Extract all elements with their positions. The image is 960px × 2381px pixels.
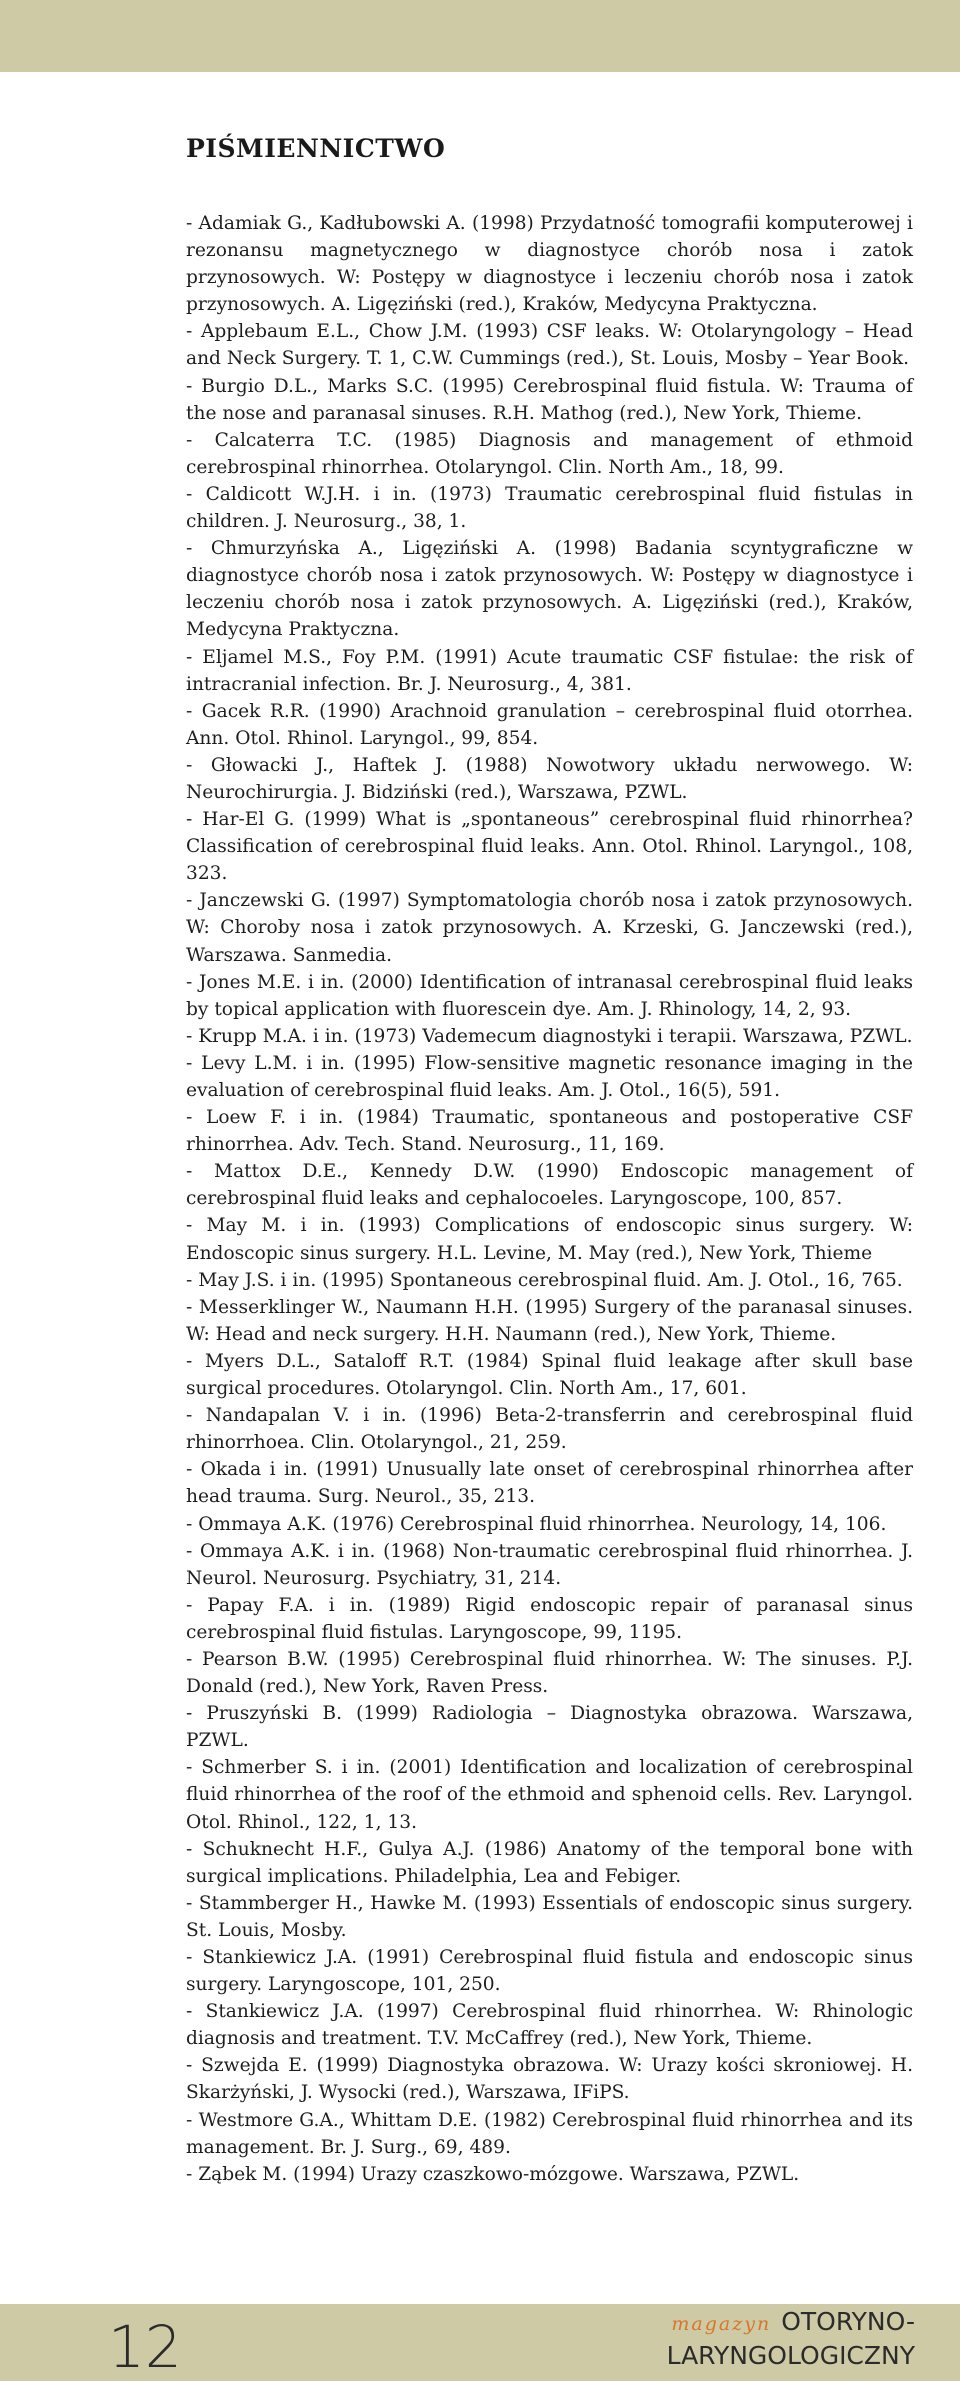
reference-item: - Loew F. i in. (1984) Traumatic, spontaneous and postoperative CSF rhinorrhea. Adv. Tech. Stand. Neurosurg., 11, 169.: [186, 1107, 913, 1156]
brand-line-2: LARYNGOLOGICZNY: [666, 2341, 915, 2370]
reference-item: - Calcaterra T.C. (1985) Diagnosis and management of ethmoid cerebrospinal rhinorrhea. Otolaryngol. Clin. North Am., 18, 99.: [186, 429, 913, 478]
reference-item: - Adamiak G., Kadłubowski A. (1998) Przydatność tomografii komputerowej i rezonansu magnetycznego w diagnostyce chorób nosa i zatok przynosowych. W: Postępy w diagnostyce i leczeniu chorób nosa i zatok przynosowych. A. Ligęziński (red.), Kraków, Medycyna Praktyczna.: [186, 213, 913, 316]
reference-item: - May M. i in. (1993) Complications of endoscopic sinus surgery. W: Endoscopic sinus surgery. H.L. Levine, M. May (red.), New York, Thieme: [186, 1215, 913, 1264]
reference-item: - Szwejda E. (1999) Diagnostyka obrazowa. W: Urazy kości skroniowej. H. Skarżyński, J. Wysocki (red.), Warszawa, IFiPS.: [186, 2055, 913, 2104]
top-color-band: [0, 0, 960, 72]
reference-item: - Eljamel M.S., Foy P.M. (1991) Acute traumatic CSF fistulae: the risk of intracranial infection. Br. J. Neurosurg., 4, 381.: [186, 646, 913, 695]
reference-list: [186, 210, 913, 2188]
reference-item: - Har-El G. (1999) What is „spontaneous” cerebrospinal fluid rhinorrhea? Classification of cerebrospinal fluid leaks. Ann. Otol. Rhinol. Laryngol., 108, 323.: [186, 809, 913, 885]
page-number: 12: [108, 2313, 182, 2381]
journal-brand: [667, 2306, 915, 2372]
reference-item: - Ommaya A.K. i in. (1968) Non-traumatic cerebrospinal fluid rhinorrhea. J. Neurol. Neurosurg. Psychiatry, 31, 214.: [186, 1540, 913, 1589]
brand-line-1: [667, 2306, 915, 2340]
reference-item: - Janczewski G. (1997) Symptomatologia chorób nosa i zatok przynosowych. W: Choroby nosa i zatok przynosowych. A. Krzeski, G. Janczewski (red.), Warszawa. Sanmedia.: [186, 890, 913, 966]
reference-item: - Papay F.A. i in. (1989) Rigid endoscopic repair of paranasal sinus cerebrospinal fluid fistulas. Laryngoscope, 99, 1195.: [186, 1594, 913, 1643]
brand-otoryno: OTORYNO-: [781, 2307, 915, 2336]
reference-item: - Schmerber S. i in. (2001) Identification and localization of cerebrospinal fluid rhinorrhea of the roof of the ethmoid and sphenoid cells. Rev. Laryngol. Otol. Rhinol., 122, 1, 13.: [186, 1757, 913, 1833]
reference-item: - Mattox D.E., Kennedy D.W. (1990) Endoscopic management of cerebrospinal fluid leaks and cephalocoeles. Laryngoscope, 100, 857.: [186, 1161, 913, 1210]
reference-item: - Ząbek M. (1994) Urazy czaszkowo-mózgowe. Warszawa, PZWL.: [186, 2163, 800, 2185]
reference-item: - Jones M.E. i in. (2000) Identification of intranasal cerebrospinal fluid leaks by topical application with fluorescein dye. Am. J. Rhinology, 14, 2, 93.: [186, 971, 913, 1020]
reference-item: - Okada i in. (1991) Unusually late onset of cerebrospinal rhinorrhea after head trauma. Surg. Neurol., 35, 213.: [186, 1459, 913, 1508]
reference-item: - Messerklinger W., Naumann H.H. (1995) Surgery of the paranasal sinuses. W: Head and neck surgery. H.H. Naumann (red.), New York, Thieme.: [186, 1296, 913, 1345]
reference-item: - Burgio D.L., Marks S.C. (1995) Cerebrospinal fluid fistula. W: Trauma of the nose and paranasal sinuses. R.H. Mathog (red.), New York, Thieme.: [186, 375, 913, 424]
reference-item: - Myers D.L., Sataloff R.T. (1984) Spinal fluid leakage after skull base surgical procedures. Otolaryngol. Clin. North Am., 17, 601.: [186, 1350, 913, 1400]
reference-item: - May J.S. i in. (1995) Spontaneous cerebrospinal fluid. Am. J. Otol., 16, 765.: [186, 1269, 903, 1291]
reference-item: - Applebaum E.L., Chow J.M. (1993) CSF leaks. W: Otolaryngology – Head and Neck Surgery. T. 1, C.W. Cummings (red.), St. Louis, Mosby – Year Book.: [186, 321, 913, 370]
brand-magazyn-word: magazyn: [671, 2313, 772, 2335]
reference-item: - Chmurzyńska A., Ligęziński A. (1998) Badania scyntygraficzne w diagnostyce chorób nosa i zatok przynosowych. W: Postępy w diagnostyce i leczeniu chorób nosa i zatok przynosowych. A. Ligęziński (red.), Kraków, Medycyna Praktyczna.: [186, 538, 913, 641]
reference-item: - Stammberger H., Hawke M. (1993) Essentials of endoscopic sinus surgery. St. Louis, Mosby.: [186, 1892, 913, 1941]
reference-item: - Krupp M.A. i in. (1973) Vademecum diagnostyki i terapii. Warszawa, PZWL.: [186, 1025, 913, 1047]
reference-item: - Caldicott W.J.H. i in. (1973) Traumatic cerebrospinal fluid fistulas in children. J. Neurosurg., 38, 1.: [186, 483, 913, 533]
reference-item: - Stankiewicz J.A. (1991) Cerebrospinal fluid fistula and endoscopic sinus surgery. Laryngoscope, 101, 250.: [186, 1947, 913, 1996]
reference-item: - Westmore G.A., Whittam D.E. (1982) Cerebrospinal fluid rhinorrhea and its management. Br. J. Surg., 69, 489.: [186, 2109, 913, 2158]
reference-item: - Głowacki J., Haftek J. (1988) Nowotwory układu nerwowego. W: Neurochirurgia. J. Bidziński (red.), Warszawa, PZWL.: [186, 754, 913, 803]
page-heading: PIŚMIENNICTWO: [186, 134, 446, 163]
reference-item: - Schuknecht H.F., Gulya A.J. (1986) Anatomy of the temporal bone with surgical implications. Philadelphia, Lea and Febiger.: [186, 1838, 913, 1887]
reference-item: - Pearson B.W. (1995) Cerebrospinal fluid rhinorrhea. W: The sinuses. P.J. Donald (red.), New York, Raven Press.: [186, 1648, 913, 1698]
reference-item: - Ommaya A.K. (1976) Cerebrospinal fluid rhinorrhea. Neurology, 14, 106.: [186, 1513, 887, 1535]
reference-item: - Levy L.M. i in. (1995) Flow-sensitive magnetic resonance imaging in the evaluation of cerebrospinal fluid leaks. Am. J. Otol., 16(5), 591.: [186, 1052, 913, 1101]
reference-item: - Stankiewicz J.A. (1997) Cerebrospinal fluid rhinorrhea. W: Rhinologic diagnosis and treatment. T.V. McCaffrey (red.), New York, Thieme.: [186, 2001, 913, 2050]
reference-item: - Pruszyński B. (1999) Radiologia – Diagnostyka obrazowa. Warszawa, PZWL.: [186, 1703, 913, 1752]
reference-item: - Nandapalan V. i in. (1996) Beta-2-transferrin and cerebrospinal fluid rhinorrhoea. Clin. Otolaryngol., 21, 259.: [186, 1405, 913, 1454]
reference-item: - Gacek R.R. (1990) Arachnoid granulation – cerebrospinal fluid otorrhea. Ann. Otol. Rhinol. Laryngol., 99, 854.: [186, 700, 913, 749]
